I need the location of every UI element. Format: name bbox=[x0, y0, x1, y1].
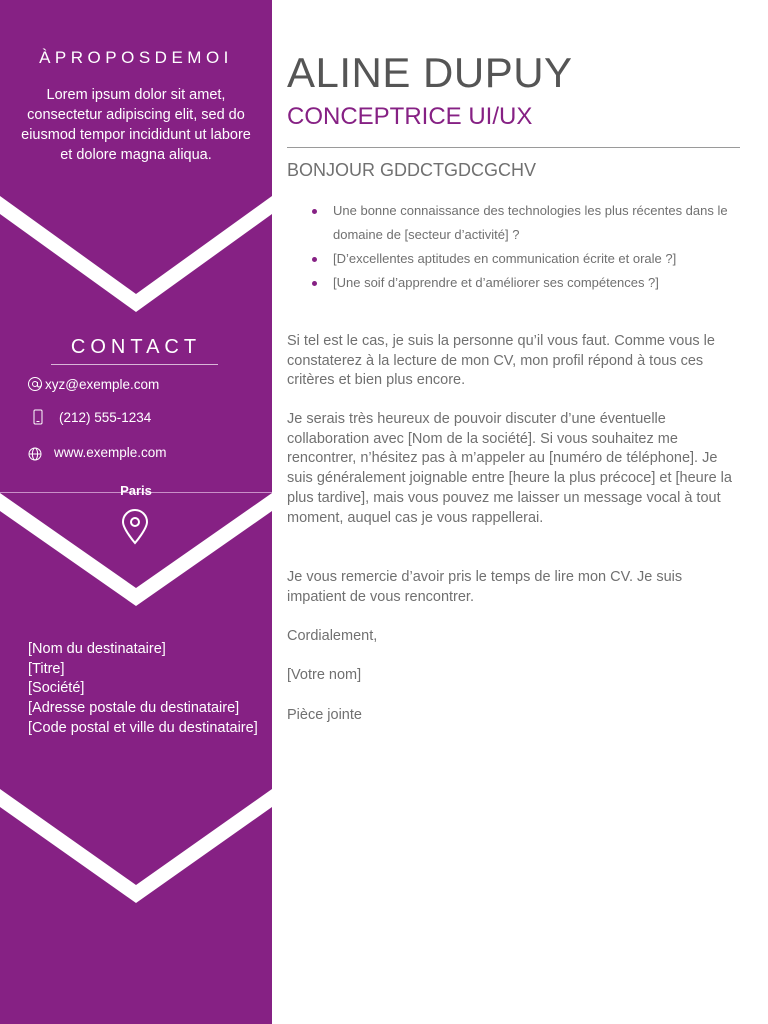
contact-email[interactable]: xyz@exemple.com bbox=[45, 376, 160, 392]
author-name: ALINE DUPUY bbox=[287, 49, 573, 96]
map-pin-icon bbox=[120, 509, 150, 550]
contact-phone-row bbox=[27, 407, 151, 427]
globe-icon bbox=[27, 442, 54, 462]
contact-title: CONTACT bbox=[70, 336, 202, 358]
contact-divider bbox=[51, 364, 218, 365]
list-item-text: [Une soif d’apprendre et d’améliorer ses compétences ?] bbox=[333, 275, 659, 290]
recipient-line: [Adresse postale du destinataire] bbox=[28, 700, 240, 717]
letter-greeting: BONJOUR GDDCTGDCGCHV bbox=[287, 160, 537, 180]
letter-signature: [Votre nom] bbox=[287, 667, 362, 683]
contact-website[interactable]: www.exemple.com bbox=[54, 444, 167, 460]
recipient-line: [Code postal et ville du destinataire] bbox=[28, 719, 258, 736]
letter-enclosure: Pièce jointe bbox=[287, 707, 362, 723]
bullet-dot-icon bbox=[312, 257, 317, 262]
recipient-line: [Nom du destinataire] bbox=[28, 641, 166, 657]
letter-paragraph: Je serais très heureux de pouvoir discuter d’une éventuelle collaboration avec [Nom de la société]. Si vous souhaitez me rencontrer, n’hésitez pas à m’appeler au [numéro de téléphone]. Je suis généralement joignable entre [heure la plus précoce] et [heure la plus tardive], mais vous pouvez me laisser un message vocal à tout moment, auquel cas je vous rappellerai. bbox=[287, 411, 732, 526]
chevron-band-3 bbox=[0, 789, 272, 903]
list-item bbox=[287, 247, 742, 271]
sidebar bbox=[0, 0, 272, 1024]
letter-paragraph: Je vous remercie d’avoir pris le temps de lire mon CV. Je suis impatient de vous rencontrer. bbox=[287, 569, 683, 605]
header-divider bbox=[287, 147, 740, 148]
recipient-line: [Titre] bbox=[28, 660, 65, 677]
author-job-title: CONCEPTRICE UI/UX bbox=[287, 103, 533, 130]
list-item-text: Une bonne connaissance des technologies les plus récentes dans le domaine de [secteur d’activité] ? bbox=[333, 203, 728, 242]
mobile-phone-icon bbox=[27, 408, 59, 426]
letter-paragraph: Si tel est le cas, je suis la personne qu’il vous faut. Comme vous le constaterez à la lecture de mon CV, mon profil répond à tous ces critères et bien plus encore. bbox=[287, 333, 715, 389]
list-item bbox=[287, 271, 742, 295]
bullet-dot-icon bbox=[312, 209, 317, 214]
bullet-dot-icon bbox=[312, 281, 317, 286]
contact-phone[interactable]: (212) 555-1234 bbox=[59, 409, 152, 425]
chevron-band-1 bbox=[0, 196, 272, 312]
qualification-list bbox=[287, 199, 742, 295]
contact-email-row bbox=[27, 374, 159, 394]
contact-website-row bbox=[27, 442, 167, 462]
letter-closing: Cordialement, bbox=[287, 628, 378, 644]
recipient-line: [Société] bbox=[28, 680, 85, 697]
recipient-block bbox=[28, 640, 258, 739]
list-item-text: [D’excellentes aptitudes en communication écrite et orale ?] bbox=[333, 251, 677, 266]
about-text: Lorem ipsum dolor sit amet, consectetur adipiscing elit, sed do eiusmod tempor incididunt ut labore et dolore magna aliqua. bbox=[21, 87, 251, 163]
contact-city: Paris bbox=[120, 483, 152, 498]
about-title: ÀPROPOSDEMOI bbox=[39, 48, 233, 67]
list-item bbox=[287, 199, 742, 247]
